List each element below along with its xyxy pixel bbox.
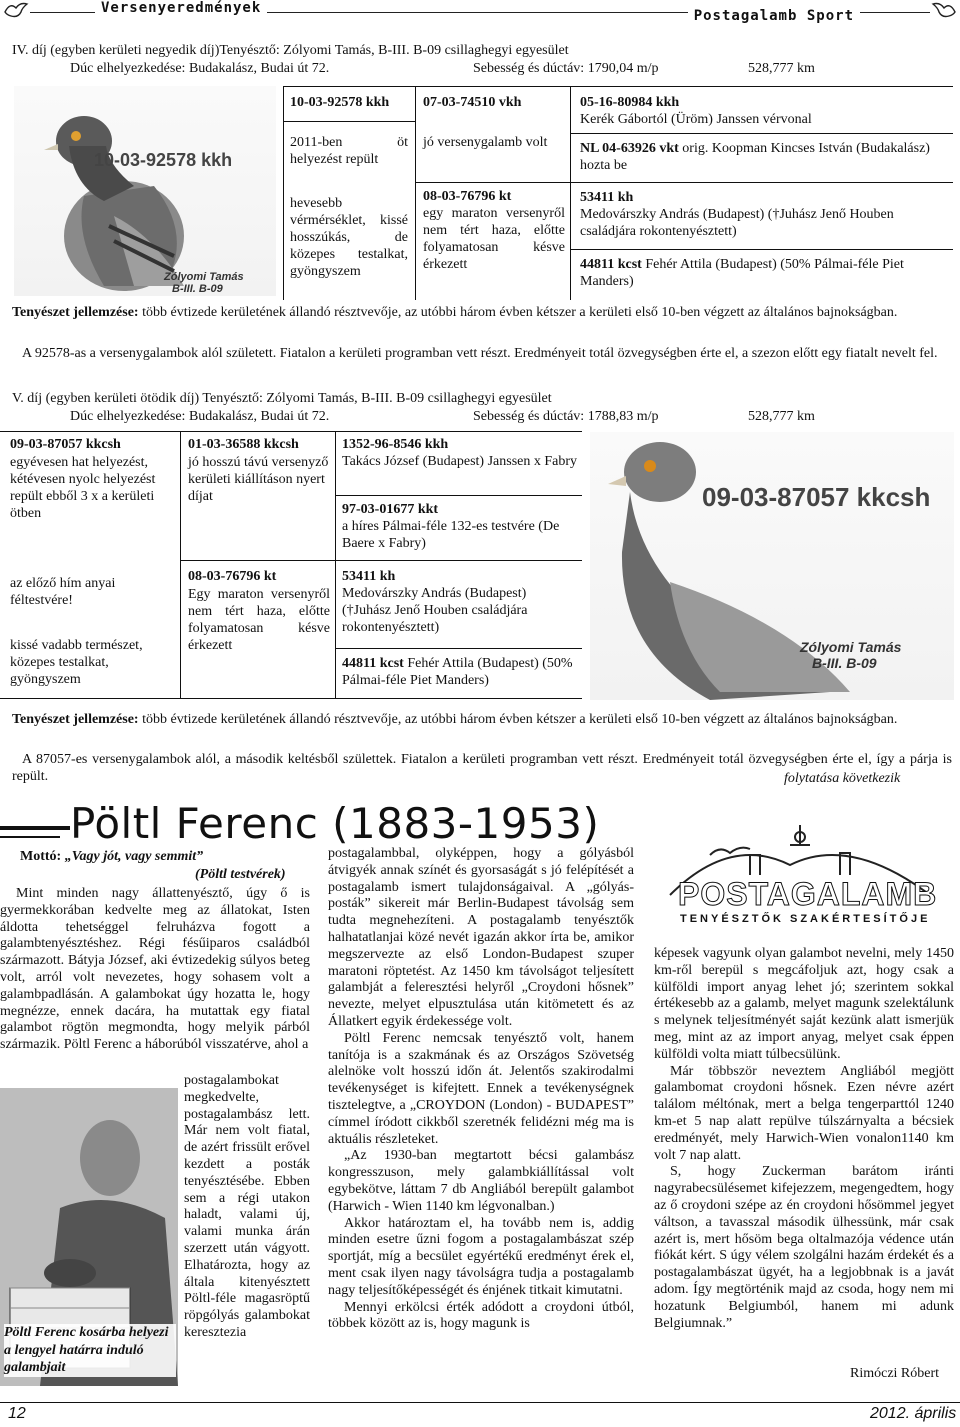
bird-description: hevesebb vérmérséklet, kissé hosszúkás, de közepes testalkat, gyöngyszem — [290, 196, 408, 280]
issue-date: 2012. április — [870, 1405, 957, 1422]
sire-ring: 07-03-74510 vkh — [423, 95, 522, 110]
bird-ring: 10-03-92578 kkh — [290, 95, 390, 110]
prize5-paragraph: A 87057-es versenygalambok alól, a második keltésből születtek. Fiatalon a kerületi programban vett részt. Eredményeit totál özvegységben érte el, így a párja is repült. — [12, 752, 952, 785]
grandsire-1 — [580, 94, 950, 128]
grandsire-1 — [342, 436, 578, 470]
title-bar — [0, 836, 60, 838]
continued-note: folytatása következik — [780, 770, 900, 787]
granddam-1-ring: NL 04-63926 vkt — [580, 141, 679, 156]
article-col2-p5: Mennyi erkölcsi érték adódott a croydoni útból, többek között az is, hogy magunk is — [328, 1299, 634, 1332]
photo-signature-name: Zólyomi Tamás — [800, 639, 902, 655]
prize5-title: V. díj (egyben kerületi ötödik díj) Tenyésztő: Zólyomi Tamás, B-III. B-09 csillaghegyi egyesület — [12, 391, 552, 406]
pedigree-divider — [180, 431, 181, 698]
pedigree-rule — [180, 560, 335, 561]
motto-source: (Pöltl testvérek) — [195, 867, 286, 882]
pedigree-divider — [415, 86, 416, 300]
dam-description: Egy maraton versenyről nem tért haza, előtte folyamatosan késve érkezett — [188, 587, 330, 654]
granddam-1 — [580, 140, 950, 174]
photo-ring-label: 10-03-92578 kkh — [94, 150, 233, 170]
motto-text: „Vagy jót, vagy semmit” — [64, 849, 204, 864]
article-col2-p2: Pöltl Ferenc nemcsak tenyésztő volt, hanem tanítója is a szakmának és az Országos Szövetség alelnöke volt hosszú időn át. Jelentős szakirodalmi tevékenységet is kifejtett. Ennek a tevékenységnek tisztelegtve, a „CROYDON (London) - BUDAPEST” címmel íródott cikkből szeretnék felidézni még ma is aktuális részleteket. — [328, 1030, 634, 1147]
prize5-location: Dúc elhelyezkedése: Budakalász, Budai út 72. — [70, 409, 330, 424]
article-col3-p3: S, hogy Zuckerman barátom iránti nagyrabecsülésemet kifejezzem, megengedtem, hogy az ő croydoni szépe az én croydoni hősömmel jegyet váltson, a tavasszal második ülhessünk, már csak azért is, mert hősöm bega oltalmazója védence után fiókát kért. S úgy vélem szolgálni hazám érdekét és a postagalambászat ügyét, ha a legjobbnak is a javát adom. Így megtörténik majd az csoda, hogy nem mi hozatunk Belgiumból, hanem mi adunk Belgiumnak.” — [654, 1164, 954, 1331]
header-section-title: Versenyeredmények — [95, 0, 267, 17]
bird-description: kissé vadabb természet, közepes testalkat, gyöngyszem — [10, 638, 143, 688]
page-header — [0, 0, 960, 22]
article-col3 — [654, 946, 954, 1332]
dam-description: egy maraton versenyről nem tért haza, előtte folyamatosan késve érkezett — [423, 206, 565, 273]
motto — [20, 848, 310, 865]
grandsire-1-ring: 1352-96-8546 kkh — [342, 437, 449, 452]
granddam-1-origin: orig. Koopman Kincses István (Budakalász) hozta be — [580, 141, 930, 174]
granddam-2 — [342, 655, 578, 689]
granddam-2-origin: Fehér Attila (Budapest) (50% Pálmai-féle Piet Manders) — [342, 656, 573, 689]
pedigree-divider — [335, 431, 336, 698]
breeding-summary-label: Tenyészet jellemzése: — [12, 305, 139, 320]
grandsire-2 — [342, 568, 578, 636]
pedigree-rule — [0, 698, 582, 699]
article-col3-p1: képesek vagyunk olyan galambot nevelni, mely 1450 km-ről berepül s megcáfoljuk azt, hogy csak a külföldi import anyag lehet jó; szerintem sokkal értékesebb az a galamb, melyet magunk szelektálunk s melynek teljesítményét saját kezünk alatt ismerjük meg, mint az az import anyag, melyet csak éppen külföldi volta miatt túlbecsülünk. — [654, 946, 954, 1062]
sire-description: jó hosszú távú versenyző kerületi kiállításon nyert díjat — [188, 455, 329, 505]
bird-results: 2011-ben öt helyezést repült — [290, 135, 408, 168]
footer-rule — [0, 1402, 960, 1403]
bird-relation: az előző hím anyai féltestvére! — [10, 576, 116, 609]
grandsire-2-origin: Medovárszky András (Budapest) (†Juhász Jenő Houben családjára rokontenyésztett) — [580, 207, 894, 240]
prize4-location: Dúc elhelyezkedése: Budakalász, Budai út 72. — [70, 61, 330, 76]
pedigree-rule — [570, 249, 953, 250]
grandsire-2-origin: Medovárszky András (Budapest) (†Juhász Jenő Houben családjára rokontenyésztett) — [342, 586, 528, 636]
prize4-paragraph: A 92578-as a versenygalambok alól született. Fiatalon a kerületi programban vett részt. Eredményeit totál özvegységben érte el, a szezon előtt egy fiatalt nevelt fel. — [22, 346, 938, 361]
grandsire-2-ring: 53411 kh — [342, 569, 396, 584]
article-col1-top: Mint minden nagy állattenyésztő, úgy ő is gyermekkorában kedvelte meg az állatokat, Isten áldotta tehetséggel felruházva fogott a galambtenyésztéshez. Régi fésűiparos családból származott. Bátyja József, aki évtizedekig súlyos beteg volt, arról volt nevezetes, hogy sohasem volt a galambpadlásán. A galambokat úgy hozatta le, hogy megnézze, ennek dacára, ha mutattak egy fiatal galambot rögtön megmondta, hogy melyik párból származik. Pöltl Ferenc a háborúból visszatérve, ahol a — [0, 886, 310, 1053]
sire-description: jó versenygalamb volt — [423, 135, 548, 150]
logo-text: POSTAGALAMB — [678, 876, 938, 912]
pedigree-rule — [335, 560, 582, 561]
pedigree-rule — [335, 648, 582, 649]
dam-ring: 08-03-76796 kt — [188, 569, 277, 584]
article-col2-p4: Akkor határoztam el, ha tovább nem is, addig minden esetre űzni fogom a postagalambászat szép sportját, míg a becsület egyértékű eredményt érek el, ment csak ilyen nagy távolságra tudja a postagalamb nagy teljesítőképességét és énjének titkait kimutatni. — [328, 1215, 634, 1298]
pigeon-icon — [930, 0, 958, 22]
granddam-1-ring: 97-03-01677 kkt — [342, 502, 439, 517]
granddam-1 — [342, 501, 578, 552]
historical-photo — [0, 1088, 178, 1386]
pedigree-rule — [570, 182, 953, 183]
photo-caption: Pöltl Ferenc kosárba helyezi a lengyel határra induló galambjait — [4, 1324, 176, 1377]
granddam-2-ring: 44811 kcst — [342, 656, 404, 671]
pedigree-rule — [335, 495, 582, 496]
granddam-2 — [580, 256, 950, 290]
article-col1-bottom: postagalambokat megkedvelte, postagalambász lett. Már nem volt fiatal, de azért frissült erővel kezdett a posták tenyésztésébe. Ebben sem a régi utakon haladt, valami új, valami munka árán szerzett után vágyott. Elhatározta, hogy az általa kitenyésztett Pöltl-féle magasröptű röpgólyás galambokat kereszteziа — [184, 1073, 310, 1340]
article-title: Pöltl Ferenc (1883-1953) — [70, 799, 600, 848]
dam-ring: 08-03-76796 kt — [423, 189, 512, 204]
article-col3-p2: Már többször neveztem Angliából megjött galambomat croydoni hősnek. Ezen névre azért találom méltónak, mert a belga tengerparttól 1240 km-et 5 nap alatt repülve túlszárnyalta a bécsiek eredményét, mely Harwich-Wien vonalon1140 km volt 7 nap alatt. — [654, 1063, 954, 1163]
article-col2-p3: „Az 1930-ban megtartott bécsi galambász kongresszuson, mely galambkiállítással volt egybekötve, láttam 7 db Angliából berepült galambot (Harwich - Wien 1140 km légvonalban.) — [328, 1148, 634, 1214]
article-col2-p1: postagalambbal, olyképpen, hogy a gólyásból átvigyék annak színét és gyorsaságát s jó felépítését a postagalamb ismert tulajdonságaival. A „gólyás-posták” sikereit már Berlin-Budapest távolság sem tudta megnehezíteni. A postagalamb tenyésztők halhatatlanjai közé nevét igazán akkor írta be, amikor megszervezte az első London-Budapest szuper maratoni röptetést. Az 1450 km távolságot teljesített galambját a feleresztési helyről „Croydoni hősnek” nevezte, melyet elpusztulása után kitömetett és az Állatkert egyik érdekessége volt. — [328, 846, 634, 1029]
grandsire-2 — [580, 189, 950, 240]
pedigree-rule — [415, 182, 570, 183]
photo-signature-club: B-III. B-09 — [172, 283, 223, 295]
pedigree-divider — [283, 86, 284, 300]
prize5-breeding-summary — [12, 711, 952, 728]
granddam-2-ring: 44811 kcst — [580, 257, 642, 272]
pigeon-illustration — [590, 432, 954, 700]
motto-label: Mottó: — [20, 849, 62, 864]
prize4-title: IV. díj (egyben kerületi negyedik díj)Tenyésztő: Zólyomi Tamás, B-III. B-09 csillaghegyi egyesület — [12, 43, 569, 58]
title-bar — [0, 826, 70, 830]
prize5-distance: 528,777 km — [748, 409, 815, 424]
pedigree-rule — [283, 86, 953, 87]
breeding-summary-text: több évtizede kerületének állandó résztvevője, az utóbbi három évben kétszer a kerületi első 10-ben végzett az általános bajnokságban. — [142, 712, 898, 727]
header-magazine-title: Postagalamb Sport — [688, 8, 860, 25]
article-col2 — [328, 846, 634, 1333]
pedigree-rule — [283, 121, 415, 122]
bird-ring: 09-03-87057 kkcsh — [10, 437, 121, 452]
prize5-pigeon-photo — [590, 432, 954, 700]
pigeon-illustration — [14, 86, 276, 296]
prize5-speed: Sebesség és dúctáv: 1788,83 m/p — [473, 409, 659, 424]
prize4-speed: Sebesség és dúctáv: 1790,04 m/p — [473, 61, 659, 76]
prize4-distance: 528,777 km — [748, 61, 815, 76]
granddam-2-origin: Fehér Attila (Budapest) (50% Pálmai-féle Piet Manders) — [580, 257, 904, 290]
photo-signature-club: B-III. B-09 — [812, 655, 877, 671]
prize4-pigeon-photo — [14, 86, 276, 296]
photo-ring-label: 09-03-87057 kkcsh — [702, 482, 931, 512]
pigeon-icon — [2, 0, 30, 22]
pedigree-divider — [570, 86, 571, 300]
grandsire-1-origin: Kerék Gábortól (Üröm) Janssen vérvonal — [580, 112, 812, 128]
sire-ring: 01-03-36588 kkcsh — [188, 437, 299, 452]
photo-signature-name: Zólyomi Tamás — [164, 271, 244, 283]
pedigree-rule — [0, 431, 582, 432]
granddam-1-origin: a híres Pálmai-féle 132-es testvére (De Baere x Fabry) — [342, 519, 560, 552]
breeding-summary-text: több évtizede kerületének állandó résztvevője, az utóbbi három évben kétszer a kerületi első 10-ben végzett az általános bajnokságban. — [142, 305, 898, 320]
grandsire-2-ring: 53411 kh — [580, 190, 634, 205]
logo-subtitle: TENYÉSZTŐK SZAKÉRTESÍTŐJE — [680, 913, 931, 925]
prize4-breeding-summary — [12, 304, 952, 321]
grandsire-1-ring: 05-16-80984 kkh — [580, 95, 680, 110]
bird-results: egyévesen hat helyezést, kétévesen nyolc helyezést repült ebből 3 x a kerületi ötben — [10, 455, 156, 522]
breeding-summary-label: Tenyészet jellemzése: — [12, 712, 139, 727]
grandsire-1-origin: Takács József (Budapest) Janssen x Fabry — [342, 454, 578, 470]
page-number: 12 — [8, 1405, 26, 1422]
pedigree-rule — [570, 133, 953, 134]
article-author: Rimóczi Róbert — [850, 1366, 940, 1381]
postagalamb-logo — [650, 815, 950, 933]
